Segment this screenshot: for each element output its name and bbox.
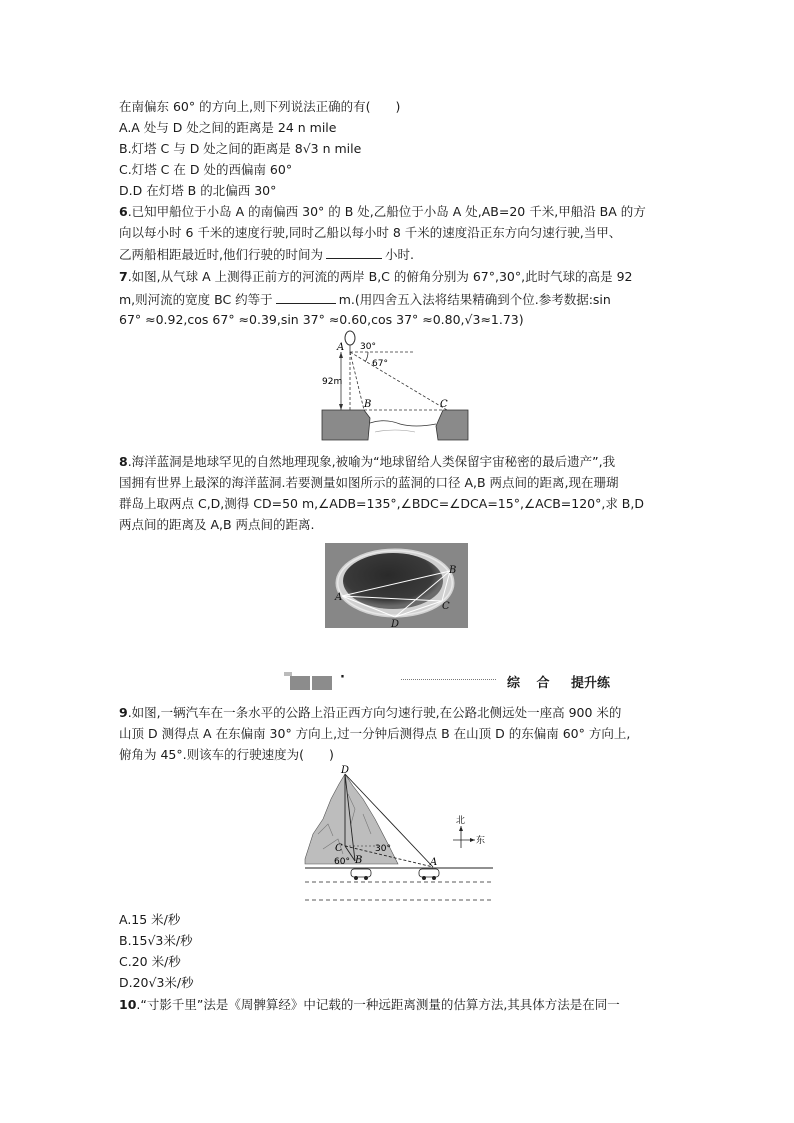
q9-number: 9 (119, 705, 128, 720)
q7-label-angle30: 30° (360, 342, 376, 352)
q6-number: 6 (119, 204, 128, 219)
q9-label-east: 东 (476, 836, 486, 846)
q9-label-a: A (430, 857, 438, 868)
q9-option-a: A.15 米/秒 (119, 912, 181, 927)
section-banner (119, 664, 679, 694)
q8-blue-hole-figure (325, 543, 468, 628)
q7-answer-blank[interactable] (276, 290, 336, 304)
q5-option-c: C.灯塔 C 在 D 处的西偏南 60° (119, 162, 293, 177)
q8-number: 8 (119, 454, 128, 469)
q7-balloon-figure (320, 328, 470, 443)
banner-title-2: 提升练 (571, 676, 611, 691)
q8-label-b: B (449, 565, 457, 576)
q9-option-d: D.20√3米/秒 (119, 975, 194, 990)
q5-option-d: D.D 在灯塔 B 的北偏西 30° (119, 183, 277, 198)
q8-label-c: C (442, 601, 450, 612)
q7-line1 (119, 268, 632, 285)
q9-mountain-figure (303, 764, 498, 909)
compass-icon (453, 826, 475, 848)
car-b-icon (351, 869, 371, 880)
q9-label-c: C (335, 843, 343, 854)
q9-line2: 山顶 D 测得点 A 在东偏南 30° 方向上,过一分钟后测得点 B 在山顶 D 的东偏南 60° 方向上, (119, 726, 631, 741)
q9-option-b: B.15√3米/秒 (119, 933, 193, 948)
banner-dot: · (340, 670, 345, 685)
q5-option-a: A.A 处与 D 处之间的距离是 24 n mile (119, 120, 337, 135)
q8-text1: .海洋蓝洞是地球罕见的自然地理现象,被喻为“地球留给人类保留宇宙秘密的最后遗产”,我 (127, 454, 616, 469)
q8-line4: 两点间的距离及 A,B 两点间的距离. (119, 517, 315, 532)
q7-label-c: C (440, 399, 448, 410)
q9-line3: 俯角为 45°.则该车的行驶速度为( ) (119, 747, 334, 762)
q7-line3: 67° ≈0.92,cos 67° ≈0.39,sin 37° ≈0.60,cos 37° ≈0.80,√3≈1.73) (119, 312, 524, 327)
banner-dotted-line (401, 679, 496, 680)
q6-text3a: 乙两船相距最近时,他们行驶的时间为 (119, 247, 323, 262)
q6-text1: .已知甲船位于小岛 A 的南偏西 30° 的 B 处,乙船位于小岛 A 处,AB=20 千米,甲船沿 BA 的方 (127, 204, 646, 219)
q7-label-a: A (337, 342, 345, 353)
q8-label-d: D (391, 619, 400, 628)
q7-text2a: m,则河流的宽度 BC 约等于 (119, 292, 273, 307)
banner-block-2 (312, 676, 332, 690)
q7-label-angle67: 67° (372, 359, 388, 369)
banner-title-1: 综 合 (507, 676, 556, 691)
q9-text1: .如图,一辆汽车在一条水平的公路上沿正西方向匀速行驶,在公路北侧远处一座高 900 米的 (127, 705, 622, 720)
q8-label-a: A (335, 592, 343, 603)
q7-line2 (119, 290, 611, 308)
q8-line2: 国拥有世界上最深的海洋蓝洞.若要测量如图所示的蓝洞的口径 A,B 两点间的距离,现在珊瑚 (119, 475, 619, 490)
q6-line3 (119, 245, 414, 263)
q6-line1 (119, 203, 646, 220)
q9-label-angle60: 60° (334, 857, 350, 867)
q5-option-b: B.灯塔 C 与 D 处之间的距离是 8√3 n mile (119, 141, 362, 156)
q9-label-b: B (355, 855, 363, 866)
q7-label-height: 92m (322, 377, 343, 387)
q10-text1: .“寸影千里”法是《周髀算经》中记载的一种远距离测量的估算方法,其具体方法是在同一 (136, 997, 620, 1012)
q8-line3: 群岛上取两点 C,D,测得 CD=50 m,∠ADB=135°,∠BDC=∠DCA=15°,∠ACB=120°,求 B,D (119, 496, 644, 511)
q7-number: 7 (119, 269, 128, 284)
q7-text1: .如图,从气球 A 上测得正前方的河流的两岸 B,C 的俯角分别为 67°,30°,此时气球的高是 92 (127, 269, 633, 284)
q5-stem-end: 在南偏东 60° 的方向上,则下列说法正确的有( ) (119, 99, 401, 114)
q10-line1 (119, 996, 620, 1013)
balloon-icon (345, 331, 355, 345)
q9-option-c: C.20 米/秒 (119, 954, 181, 969)
q6-line2: 向以每小时 6 千米的速度行驶,同时乙船以每小时 8 千米的速度沿正东方向匀速行驶,当甲、 (119, 225, 622, 240)
banner-block-1 (290, 676, 310, 690)
q6-answer-blank[interactable] (326, 245, 382, 259)
q7-text2b: m.(用四舍五入法将结果精确到个位.参考数据:sin (338, 292, 611, 307)
q9-label-north: 北 (456, 816, 466, 826)
q9-label-angle30: 30° (375, 844, 391, 854)
q7-label-b: B (364, 399, 372, 410)
q8-line1 (119, 453, 615, 470)
q10-number: 10 (119, 997, 137, 1012)
car-a-icon (419, 869, 439, 880)
q9-label-d: D (341, 765, 350, 776)
q6-text3b: 小时. (384, 247, 414, 262)
q9-line1 (119, 704, 621, 721)
